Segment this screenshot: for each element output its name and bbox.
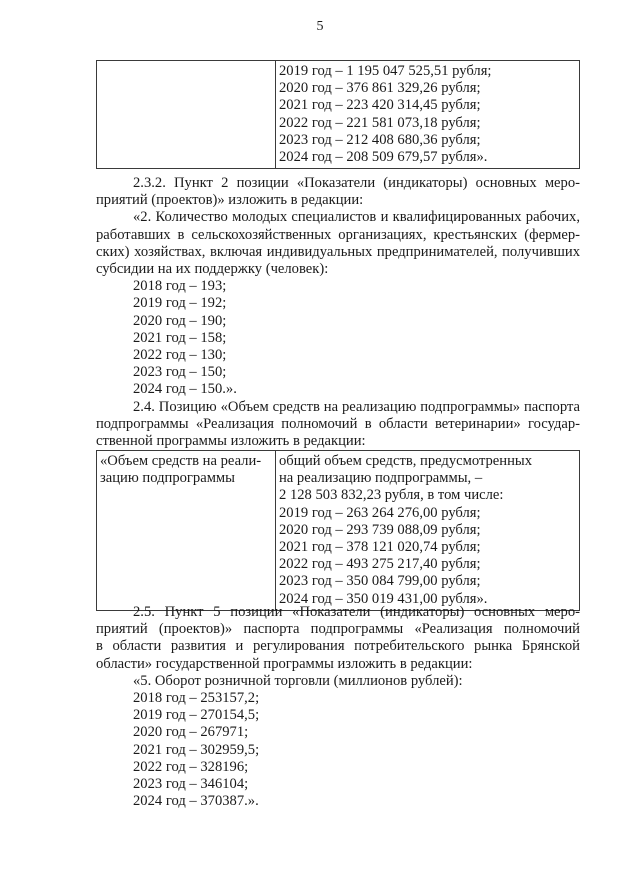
table-funding-continuation xyxy=(96,60,580,169)
paragraph-line: подпрограммы «Реализация полномочий в области ветеринарии» государ- xyxy=(96,416,580,433)
funding-year-line: 2021 год – 223 420 314,45 рубля; xyxy=(279,97,481,114)
year-value-line: 2021 год – 158; xyxy=(133,329,227,346)
year-value-line: 2019 год – 270154,5; xyxy=(133,707,260,724)
funding-year-line: 2024 год – 208 509 679,57 рубля». xyxy=(279,149,488,166)
page-number: 5 xyxy=(316,19,324,34)
funding-year-line: 2020 год – 376 861 329,26 рубля; xyxy=(279,80,481,97)
quote-line: ских) хозяйствах, включая индивидуальных предпринимателей, получивших xyxy=(96,243,580,260)
year-value-line: 2022 год – 328196; xyxy=(133,758,249,775)
year-value-line: 2021 год – 302959,5; xyxy=(133,741,260,758)
quote-line: «2. Количество молодых специалистов и квалифицированных рабочих, xyxy=(133,209,580,226)
funding-line: 2019 год – 263 264 276,00 рубля; xyxy=(279,504,481,521)
funding-line: 2023 год – 350 084 799,00 рубля; xyxy=(279,573,481,590)
table-cell-right xyxy=(276,61,580,169)
year-value-line: 2020 год – 267971; xyxy=(133,724,249,741)
funding-line: 2020 год – 293 739 088,09 рубля; xyxy=(279,521,481,538)
quote-line: субсидии на их поддержку (человек): xyxy=(96,261,329,278)
year-value-line: 2024 год – 370387.». xyxy=(133,793,259,810)
section-2-4 xyxy=(96,399,580,451)
veterinary-funding-table xyxy=(96,450,580,611)
funding-year-line: 2019 год – 1 195 047 525,51 рубля; xyxy=(279,63,492,79)
funding-line: 2021 год – 378 121 020,74 рубля; xyxy=(279,539,481,556)
table-veterinary-funding xyxy=(96,450,580,611)
year-value-line: 2020 год – 190; xyxy=(133,312,227,329)
funding-line: 2 128 503 832,23 рубля, в том числе: xyxy=(279,487,504,504)
row-label-line: зацию подпрограммы xyxy=(100,470,235,487)
funding-line: 2024 год – 350 019 431,00 рубля». xyxy=(279,590,488,607)
table-cell-left-empty xyxy=(97,61,276,169)
paragraph-line: приятий (проектов)» изложить в редакции: xyxy=(96,192,364,209)
funding-year-line: 2022 год – 221 581 073,18 рубля; xyxy=(279,114,481,131)
year-value-line: 2018 год – 193; xyxy=(133,278,227,295)
funding-line: 2022 год – 493 275 217,40 рубля; xyxy=(279,556,481,573)
funding-line: общий объем средств, предусмотренных xyxy=(279,453,533,469)
year-value-line: 2018 год – 253157,2; xyxy=(133,690,260,707)
year-value-line: 2023 год – 150; xyxy=(133,364,227,381)
table-cell-right xyxy=(276,451,580,611)
paragraph-line: в области развития и регулирования потребительского рынка Брянской xyxy=(96,638,580,655)
paragraph-line: области» государственной программы изложить в редакции: xyxy=(96,655,473,672)
paragraph-line: 2.3.2. Пункт 2 позиции «Показатели (индикаторы) основных меро- xyxy=(133,175,580,191)
funding-line: на реализацию подпрограммы, – xyxy=(279,470,483,487)
quote-line: «5. Оборот розничной торговли (миллионов рублей): xyxy=(133,672,463,689)
paragraph-line: 2.5. Пункт 5 позиции «Показатели (индикаторы) основных меро- xyxy=(133,604,580,620)
paragraph-line: ственной программы изложить в редакции: xyxy=(96,433,366,450)
table-cell-left xyxy=(97,451,276,611)
quote-line: работавших в сельскохозяйственных организациях, крестьянских (фермер- xyxy=(96,226,580,243)
paragraph-line: 2.4. Позицию «Объем средств на реализацию подпрограммы» паспорта xyxy=(133,399,580,415)
funding-table xyxy=(96,60,580,169)
section-2-5 xyxy=(96,604,580,810)
year-value-line: 2019 год – 192; xyxy=(133,295,227,312)
year-value-line: 2022 год – 130; xyxy=(133,347,227,364)
funding-year-line: 2023 год – 212 408 680,36 рубля; xyxy=(279,131,481,148)
paragraph-line: приятий (проектов)» паспорта подпрограммы «Реализация полномочий xyxy=(96,621,580,638)
row-label-line: «Объем средств на реали- xyxy=(100,453,262,469)
year-value-line: 2024 год – 150.». xyxy=(133,381,237,398)
section-2-3-2 xyxy=(96,175,580,399)
year-value-line: 2023 год – 346104; xyxy=(133,776,249,793)
